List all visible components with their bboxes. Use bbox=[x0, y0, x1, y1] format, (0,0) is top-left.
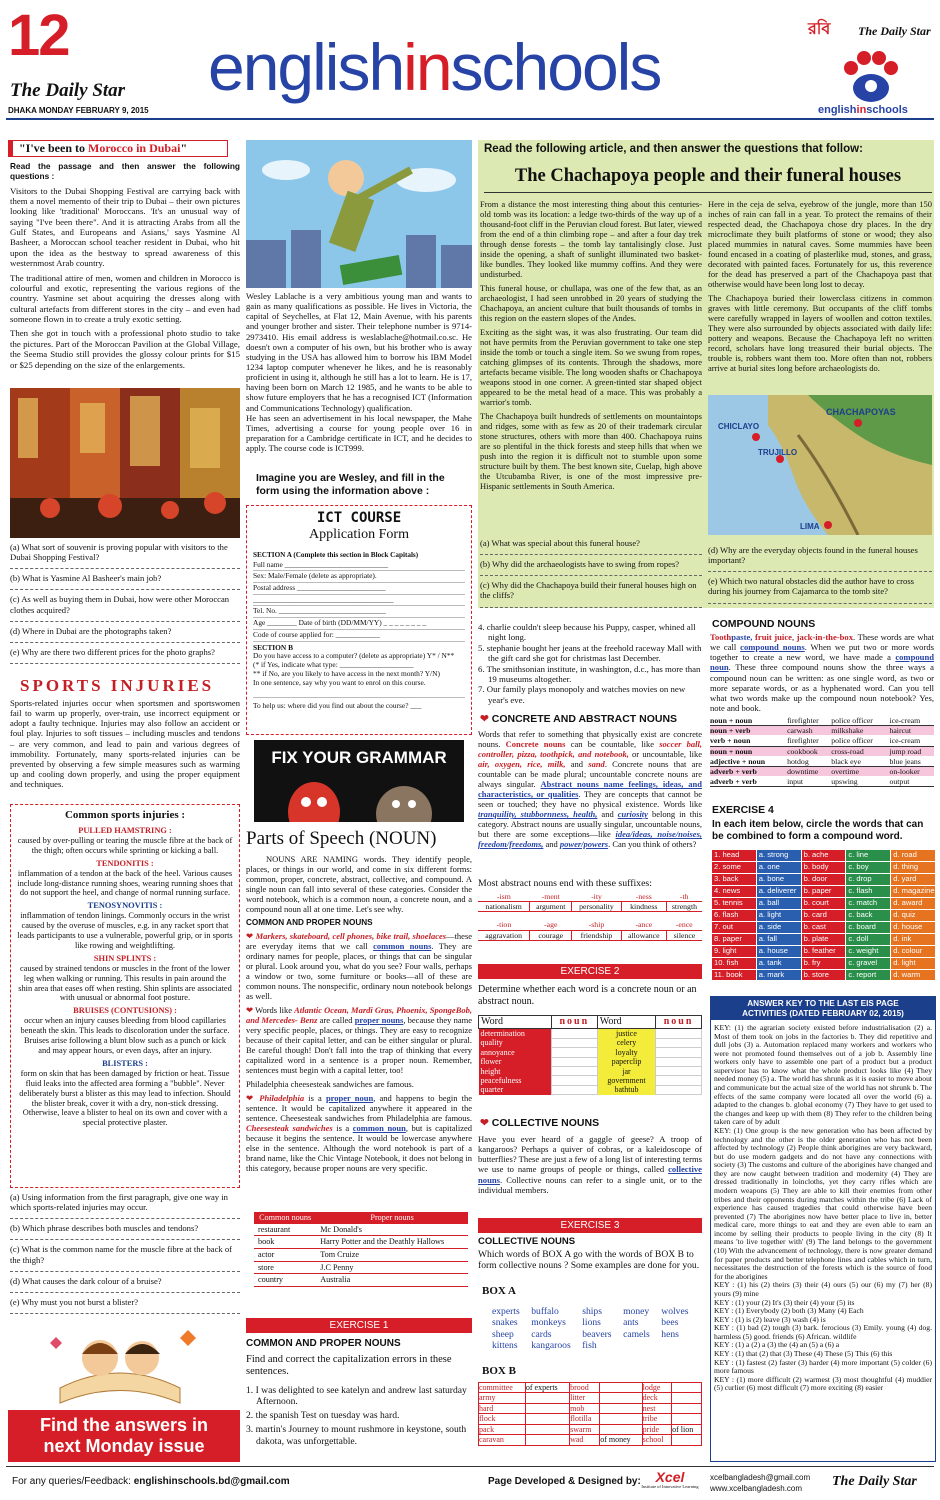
chachapoya-questions-right bbox=[708, 545, 932, 608]
sports-questions bbox=[10, 1192, 240, 1318]
exercise-4-row bbox=[712, 874, 936, 885]
compound-para: Toothpaste, fruit juice, jack-in-the-box. These words are what we call compound nouns. When we put two or more words together to create a new word, we have made a compound noun. These three compound nouns show the three ways a compound noun can be written: as one single word, as two or more separate words, or as a hyphenated word. Can you tell what two words make up the compound noun notebook? Yes, note and book. bbox=[710, 632, 935, 713]
dubai-para-2: The traditional attire of men, women and children in Morocco is colourful and exotic, representing the various regions of the country. Yasmine set about acquiring the dresses along with cultural artefacts from different stores in the city – and even had someone flown in to create a truly exotic setting. bbox=[10, 272, 240, 325]
form-b-line: (* if Yes, indicate what type: ____________________ bbox=[253, 660, 414, 670]
table-header: Common nouns bbox=[259, 1213, 312, 1222]
grammar-example: Philadelphia cheesesteak sandwiches are famous. bbox=[246, 1078, 414, 1089]
dubai-instructions: Read the passage and then answer the following questions : bbox=[10, 161, 240, 181]
exercise-item: 5. stephanie bought her jeans at the freehold raceway Mall with the gift card she got for christmas last December. bbox=[478, 642, 702, 664]
peru-map bbox=[708, 395, 932, 535]
xcel-email[interactable]: xcelbangladesh@gmail.com bbox=[710, 1473, 811, 1482]
wesley-cartoon bbox=[246, 140, 472, 288]
exercise-item: 2. the spanish Test on tuesday was hard. bbox=[246, 1410, 400, 1422]
exercise-4-cell[interactable]: 7. out bbox=[712, 922, 756, 933]
xcel-website[interactable]: www.xcelbangladesh.com bbox=[710, 1484, 803, 1493]
exercise-4-cell[interactable]: 1. head bbox=[712, 850, 756, 861]
exercise-4-cell[interactable]: 11. book bbox=[712, 970, 756, 981]
answer-key: KEY : (1) that (2) that (3) These (4) These (5) This (6) this bbox=[714, 1348, 893, 1358]
wesley-para-2: He has seen an advertisement in his local newspaper, the Mahe Times, advertising a course for young people over 16 in preparation for a Cambridge certificate in ICT, and he decides to apply. The course code is ICT999. bbox=[246, 412, 472, 454]
chachapoya-para: Exciting as the sight was, it was also frustrating. Our team did not have permits from the Peruvian government to take one step inside the tomb or touch a single item. So we swung from ropes, catching glimpses of its contents. Through the shadows, more artefacts became visible. The long wooden shafts or Chachapoya weapons stood in one corner. A green-tinted star shaped object appeared to be the metal head of a mace. This was probably a warrior's tomb. bbox=[480, 327, 702, 408]
exercise-2-instructions: Determine whether each word is a concrete noun or an abstract noun. bbox=[478, 984, 697, 1007]
table-cell: Harry Potter and the Deathly Hallows bbox=[320, 1237, 445, 1247]
form-line[interactable]: ______________________________________ bbox=[253, 595, 465, 607]
form-line[interactable]: Sex: Male/Female (delete as appropriate). bbox=[253, 571, 465, 583]
injury-name: TENOSYNOVITIS : bbox=[87, 901, 163, 911]
exercise-1-heading: COMMON AND PROPER NOUNS bbox=[246, 1338, 401, 1349]
grammar-para-1: NOUNS ARE NAMING words. They identify people, places, or things in our world, and come in six different forms: common, proper, concrete, abstract, collective, and compound. A single noun can fall into several of these categories. Consider the word notebook, which is a common noun, a concrete noun, and a compound noun all at one time. Let's see why. bbox=[246, 854, 472, 915]
injury-desc: form on skin that has been damaged by friction or heat. Tissue fluid leaks into the affected area forming a "bubble". Never deliberately burst a blister as this may lead to infection. Should the blister break, cover it with a dry, non-stick dressing. Otherwise, leave a blister to heal on its own and cover with a special protective plaster. bbox=[19, 1068, 231, 1128]
answer-key: KEY : (1) your (2) It's (3) their (4) your (5) its bbox=[714, 1297, 855, 1307]
wesley-prompt: Imagine you are Wesley, and fill in the form using the information above : bbox=[256, 472, 445, 497]
fix-grammar-banner bbox=[254, 740, 464, 822]
collective-heading: ❤ COLLECTIVE NOUNS bbox=[480, 1117, 600, 1129]
table-cell: Australia bbox=[320, 1275, 351, 1285]
dubai-question: (a) What sort of souvenir is proving popular with visitors to the Dubai Shopping Festival? bbox=[10, 542, 240, 569]
exercise-4-cell[interactable]: 4. news bbox=[712, 886, 756, 897]
parts-of-speech-title: Parts of Speech (NOUN) bbox=[246, 828, 437, 849]
form-b-line: In one sentence, say why you want to enrol on this course. bbox=[253, 679, 465, 699]
dateline: DHAKA MONDAY FEBRUARY 9, 2015 bbox=[8, 106, 149, 115]
exercise-1-continued bbox=[478, 622, 702, 705]
collective-para: Have you ever heard of a gaggle of geese? A troop of kangaroos? Perhaps a quiver of cobras, or a kaleidoscope of butterflies? These are just a few of a long list of interesting terms we use to name groups of people or things, called collective nouns. Collective nouns can refer to a single unit, or to the individual members. bbox=[478, 1134, 702, 1195]
exercise-4-instructions: In each item below, circle the words that can be combined to form a compound word. bbox=[712, 819, 924, 842]
chachapoya-para: This funeral house, or chullapa, was one of the few that, as an archaeologist, I had seen unrobbed in 20 years of studying the Chachapoya, an ancient culture that built thousands of tombs in this region on the eastern slopes of the Andes. bbox=[480, 283, 702, 324]
chachapoya-question: (b) Why did the archaeologists have to swing from ropes? bbox=[480, 559, 702, 576]
fix-grammar-label: FIX YOUR GRAMMAR bbox=[271, 748, 447, 767]
exercise-4-cell[interactable]: a. ball bbox=[757, 898, 801, 909]
exercise-4-cell[interactable]: c. flash bbox=[846, 886, 890, 897]
exercise-4-cell[interactable]: 6. flash bbox=[712, 910, 756, 921]
table-cell: J.C Penny bbox=[320, 1262, 354, 1272]
dubai-question: (b) What is Yasmine Al Basheer's main job? bbox=[10, 573, 240, 590]
moroccan-market-photo bbox=[10, 388, 240, 538]
title-english: english bbox=[208, 30, 404, 104]
exercise-4-cell[interactable]: b. door bbox=[802, 874, 846, 885]
answer-key: KEY : (1) bad (2) tough (3) bark. ferocious (3) Emily. young (4) dog. harmless (5) good. friends (6) African. wildlife bbox=[714, 1323, 932, 1341]
exercise-4-cell[interactable]: d. ink bbox=[891, 934, 935, 945]
table-cell: store bbox=[258, 1262, 274, 1272]
form-line[interactable]: Full name ____________________________ bbox=[253, 560, 465, 572]
form-b-line: Do you have access to a computer? (delete as appropriate) Y* / N** bbox=[253, 651, 455, 661]
form-line[interactable]: Code of course applied for: ____________ bbox=[253, 630, 465, 642]
feedback-email[interactable]: englishinschools.bd@gmail.com bbox=[133, 1476, 290, 1487]
dubai-question: (c) As well as buying them in Dubai, how were other Moroccan clothes acquired? bbox=[10, 594, 240, 621]
sports-question: (c) What is the common name for the muscle fibre at the back of the thigh? bbox=[10, 1244, 240, 1271]
suffix-table: -ism -ment -ity -ness -th nationalism argument personality kindness strength -tion -age -ship -ance -ence aggravation courage friendship allowance silence bbox=[478, 892, 702, 941]
form-section-b: SECTION B bbox=[253, 642, 294, 652]
footer-developed: Page Developed & Designed by: bbox=[488, 1476, 641, 1487]
dubai-para-3: Then she got in touch with a professional photo studio to take the pictures. Part of the Moroccan Pavilion at the Global Village, the Seema Studio still provides the glossy colour prints for $15 or $25 depending on the size of the enlargements. bbox=[10, 328, 240, 370]
chachapoya-instructions: Read the following article, and then answer the questions that follow: bbox=[484, 143, 863, 155]
table-header: Proper nouns bbox=[370, 1213, 414, 1222]
wesley-para-1: Wesley Lablache is a very ambitious young man and wants to gain as many qualifications as possible. He lives in Victoria, the capital of Seychelles, at Flat 12, Main Avenue, with his parents and younger brother and sister. Their telephone number is 9714-2973410. His email address is weslablache@hotmail.co.sc. He doesn't own a computer of his own, but his brother who is away studying in the USA has allowed him to borrow his IBM Model 1234 laptop computer whenever he likes, and he is reasonably proficient in using it, although he still has a lot to learn. He is 17, having been born on March 12 1985, and he wants to be able to show future employers that he has a recognised ICT (Information and Communications Technology) qualification. bbox=[246, 291, 472, 413]
exercise-4-cell[interactable]: d. yard bbox=[891, 874, 935, 885]
exercise-4-cell[interactable]: d. colour bbox=[891, 946, 935, 957]
exercise-4-cell[interactable]: d. light bbox=[891, 958, 935, 969]
exercise-4-cell[interactable]: a. house bbox=[757, 946, 801, 957]
exercise-4-cell[interactable]: b. cast bbox=[802, 922, 846, 933]
answer-text: KEY: (1) One group is the new generation who has been affected by technology and the other is the older generation who has not been affected by technology (2) People think aborigines are very backward, but do use modern gadgets and do not have any connections with society (3) The customs and culture of the aborigines have changed and they are now caught between tradition and modernity (4) They are dressed traditionally in loincloths, yet they carry rifles which are modern weapons (5) They are able to kill their enemies from other tribes and their opponents during matches within the tribe (6) Lack of experience has caused tragedies that could otherwise have been prevented (7) The aborigines now have better place to live in, better medical care, more things to eat and they are even able to earn an income by selling their products to people living in the city (8) It means 'to live together with' (9) The land belongs to the government (10) With the advancement of technology, there is now greater demand for paper products and better telephone lines and cables which in turn, necessitates the destruction of the forests which is the source of food for the aborigines bbox=[714, 1125, 932, 1281]
application-form bbox=[246, 505, 472, 735]
exercise-4-cell[interactable]: 10. fish bbox=[712, 958, 756, 969]
puppets-icon bbox=[254, 772, 464, 822]
table-cell: restaurant bbox=[258, 1224, 291, 1234]
injury-name: PULLED HAMSTRING : bbox=[78, 825, 172, 835]
masthead-title bbox=[208, 32, 660, 102]
grammar-heading-common-proper: COMMON AND PROPER NOUNS bbox=[246, 918, 373, 928]
sports-question: (b) Which phrase describes both muscles and tendons? bbox=[10, 1223, 240, 1240]
exercise-4-cell[interactable]: 9. light bbox=[712, 946, 756, 957]
exercise-4-heading: EXERCISE 4 bbox=[712, 804, 774, 816]
chachapoya-para: From a distance the most interesting thing about this centuries-old tomb was its location: a ledge two-thirds of the way up of a thousand-foot cliff in the Peruvian cloud forest. But later, viewed from the end of a thin climbing rope – and after a four day trek through dense forests – the tomb lay tantalisingly close. Just inside the opening, a shaft of sunlight illuminated two basket-like bundles. They looked like mummy coffins. And they were undisturbed. bbox=[480, 199, 702, 280]
exercise-4-cell[interactable]: d. road bbox=[891, 850, 935, 861]
exercise-3-banner: EXERCISE 3 bbox=[478, 1218, 702, 1233]
chachapoya-para: The Chachapoya built hundreds of settlements on mountaintops and ridges, some with as few as 20 of their trademark circular stone structures, others with more than 400. Chachapoya ruins are so plentiful in the thick forests and steep hills that when we push into the region it is difficult not to stumble upon some structure built by them. The best known site, Cuelap, high above the Utcubamba River, is one of the most impressive pre-Hispanic settlements in South America. bbox=[480, 411, 702, 492]
exercise-4-cell[interactable]: 2. some bbox=[712, 862, 756, 873]
exercise-4-cell[interactable]: 5. tennis bbox=[712, 898, 756, 909]
daily-star-masthead: The Daily Star bbox=[10, 80, 126, 101]
find-answers-banner: Find the answers in next Monday issue bbox=[8, 1410, 240, 1462]
map-label: LIMA bbox=[800, 522, 820, 531]
exercise-4-cell[interactable]: a. light bbox=[757, 910, 801, 921]
box-b-heading: BOX B bbox=[482, 1365, 516, 1377]
exercise-4-cell[interactable]: 3. back bbox=[712, 874, 756, 885]
exercise-3-instructions: Which words of BOX A go with the words of BOX B to form collective nouns ? Some examples are done for you. bbox=[478, 1249, 700, 1272]
injury-desc: caused by over-pulling or tearing the muscle fibre at the back of the thigh; often occurs while sprinting or kicking a ball. bbox=[17, 835, 233, 855]
injury-name: BRUISES (CONTUSIONS) : bbox=[73, 1006, 177, 1016]
robi-logo: রবি bbox=[808, 19, 831, 38]
answer-key: KEY : (1) more difficult (2) warmest (3) most thoughtful (4) muddier (5) curlier (6) most difficult (7) more exciting (8) easier bbox=[714, 1374, 932, 1393]
exercise-4-cell[interactable]: b. court bbox=[802, 898, 846, 909]
exercise-4-cell[interactable]: c. board bbox=[846, 922, 890, 933]
exercise-4-cell[interactable]: b. store bbox=[802, 970, 846, 981]
exercise-4-cell[interactable]: c. drop bbox=[846, 874, 890, 885]
footer-feedback: For any queries/Feedback: englishinschools.bd@gmail.com bbox=[12, 1476, 290, 1487]
exercise-4-cell[interactable]: a. mark bbox=[757, 970, 801, 981]
sports-intro: Sports-related injuries occur when sportsmen and sportswomen fail to warm up properly, over-train, use incorrect equipment or adopt a faulty technique. Injuries may also follow an accident or foul play. Injuries to soft tissues – including muscles and tendons – are very common, and lead to pain and various degrees of immobility. Fortunately, many sports-related injuries can be prevented by observing a few simple measures such as warming up and cooling down properly, and using the proper equipment and techniques. bbox=[10, 698, 240, 790]
exercise-4-cell[interactable]: a. tank bbox=[757, 958, 801, 969]
exercise-4-cell[interactable]: a. bone bbox=[757, 874, 801, 885]
exercise-4-cell[interactable]: 8. paper bbox=[712, 934, 756, 945]
form-section-a: SECTION A (Complete this section in Block Capitals) bbox=[253, 551, 419, 560]
chachapoya-questions-left bbox=[480, 538, 702, 612]
exercise-4-cell[interactable]: d. warm bbox=[891, 970, 935, 981]
exercise-4-cell[interactable]: c. doll bbox=[846, 934, 890, 945]
exercise-4-row bbox=[712, 958, 936, 969]
chachapoya-question: (a) What was special about this funeral house? bbox=[480, 538, 702, 555]
dubai-para-1: Visitors to the Dubai Shopping Festival are carrying back with them a novel memento of their trip to Dubai – their own pictures looking like 'traditional' Moroccans. 'It's an unusual way of saying "I've been there". And it is attracting Arabs from all the Gulf States, and Europeans and Asians,' says Yasmine Al Basheer, a Moroccan school teacher resident in Dubai, who hit upon the idea as the bestway to spread awareness of this westernmost Arab country. bbox=[10, 185, 240, 269]
exercise-4-row bbox=[712, 862, 936, 873]
exercise-2-banner: EXERCISE 2 bbox=[478, 964, 702, 979]
grammar-body bbox=[246, 854, 472, 1177]
exercise-item: 7. Our family plays monopoly and watches movies on new year's eve. bbox=[478, 684, 686, 705]
dubai-title-box: "I've been to Morocco in Dubai" bbox=[8, 140, 228, 157]
daily-star-small: The Daily Star bbox=[858, 24, 931, 38]
exercise-4-cell[interactable]: d. quiz bbox=[891, 910, 935, 921]
answer-key: KEY : (1) is (2) leave (3) wash (4) is bbox=[714, 1314, 826, 1324]
exercise-4-cell[interactable]: d. house bbox=[891, 922, 935, 933]
exercise-4-cell[interactable]: c. report bbox=[846, 970, 890, 981]
exercise-4-cell[interactable]: b. fry bbox=[802, 958, 846, 969]
exercise-4-cell[interactable]: b. paper bbox=[802, 886, 846, 897]
exercise-4-cell[interactable]: c. back bbox=[846, 910, 890, 921]
xcel-logo: Xcel Institute of Innovative Learning bbox=[641, 1469, 699, 1489]
exercise-4-row bbox=[712, 922, 936, 933]
exercise-4-grid bbox=[712, 850, 936, 981]
footer-daily-star: The Daily Star bbox=[832, 1474, 917, 1489]
chachapoya-title: The Chachapoya people and their funeral houses bbox=[484, 166, 932, 193]
form-line[interactable]: Age ________ Date of birth (DD/MM/YY) _ _ _ _ _ _ _ _ bbox=[253, 618, 465, 630]
exercise-4-cell[interactable]: c. gravel bbox=[846, 958, 890, 969]
common-injuries-heading: Common sports injuries : bbox=[64, 809, 186, 821]
form-line[interactable]: Postal address ________________________ bbox=[253, 583, 465, 595]
eis-logo-icon bbox=[836, 50, 906, 105]
header-rule bbox=[6, 118, 934, 120]
dubai-questions bbox=[10, 542, 240, 668]
box-b-table: committee of experts brood lodge army litter deck hard mob nest flock flotilla tribe pack swarm pride of lion caravan wad of money school bbox=[478, 1382, 702, 1446]
exercise-item: 3. martin's Journey to mount rushmore in keystone, south dakota, was unforgettable. bbox=[246, 1424, 467, 1447]
exercise-4-cell[interactable]: a. fall bbox=[757, 934, 801, 945]
exercise-3-heading: COLLECTIVE NOUNS bbox=[478, 1236, 576, 1247]
exercise-4-cell[interactable]: d. award bbox=[891, 898, 935, 909]
box-a-heading: BOX A bbox=[482, 1285, 516, 1297]
form-line[interactable]: Tel. No. _____________________________ bbox=[253, 606, 465, 618]
exercise-1-banner: EXERCISE 1 bbox=[246, 1318, 472, 1333]
suffix-heading: Most abstract nouns end with these suffixes: bbox=[478, 878, 652, 889]
dubai-question: (d) Where in Dubai are the photographs taken? bbox=[10, 626, 240, 643]
exercise-4-row bbox=[712, 898, 936, 909]
answer-key-header: ANSWER KEY TO THE LAST EIS PAGE ACTIVITIES (DATED FEBRUARY 02, 2015) bbox=[711, 997, 935, 1020]
chachapoya-para: The Chachapoya buried their lowerclass citizens in common graves with little ceremony. But occupants of the cliff tombs were carefully wrapped in layers of woollen and cotton textiles. They were also surrounded by objects associated with daily life: pottery and weapons. Because the Chachapoya left no written record, scholars have long treasured their burial objects. The trouble is, robbers want them too. More often than not, robbers arrive at burial sites long before archaeologists do. bbox=[708, 293, 932, 374]
exercise-4-cell[interactable]: b. body bbox=[802, 862, 846, 873]
exercise-4-row bbox=[712, 910, 936, 921]
table-cell: Tom Cruize bbox=[320, 1250, 359, 1260]
injury-name: SHIN SPLINTS : bbox=[93, 953, 157, 963]
table-cell: Mc Donald's bbox=[320, 1224, 362, 1234]
grammar-para-3: ❤ Words like Atlantic Ocean, Mardi Gras, Phoenix, SpongeBob, and Mercedes- Benz are called proper nouns, because they name very specific people, places, or things. They are easy to recognize because of their capital letter, and can be either singular or plural. Be careful though! Don't fall into the trap of thinking that every capitalized word in a sentence is a proper noun. Remember, sentences must begin with a capital letter, too! bbox=[246, 1004, 472, 1075]
exercise-4-cell[interactable]: a. strong bbox=[757, 850, 801, 861]
map-label: CHICLAYO bbox=[718, 422, 760, 431]
injury-desc: occur when an injury causes bleeding from blood capillaries beneath the skin. This leads to discoloration under the surface. Bruises arise following a blunt blow such as a punch or kick and may appear hours, or even days, after an injury. bbox=[20, 1016, 230, 1055]
grammar-para-2: ❤ Markers, skateboard, cell phones, bike trail, shoelaces—these are everyday items that we call common nouns. They are ordinary names for people, places, or things that can be singular or plural. Look around you, what do you see? Four walls, perhaps a window or two, some furniture or books—all of these are common nouns. The nonspecific, ordinary noun notebook belongs as well. bbox=[246, 930, 473, 1001]
exercise-item: 4. charlie couldn't sleep because his Puppy, casper, whined all night long. bbox=[478, 622, 696, 643]
chachapoya-para: Here in the ceja de selva, eyebrow of the jungle, more than 150 inches of rain can fall in a year. To protect the remains of their respected dead, the Chachapoya chose dry places. In the dry microclimate they built platforms of stone or wood; they also placed mummies in natural caves. Some mummies have been found encased in a coating of plasterlike mud, stones, and grass, decorated with painted faces. Fortunately for us, this reverence for the dead has preserved a part of the Chachapoya past that otherwise would have been long lost to decay. bbox=[708, 199, 932, 290]
eis-logo-text: englishinschools bbox=[818, 104, 908, 116]
injury-name: BLISTERS : bbox=[102, 1058, 148, 1068]
exercise-4-cell[interactable]: c. weight bbox=[846, 946, 890, 957]
exercise-4-cell[interactable]: a. one bbox=[757, 862, 801, 873]
title-schools: schools bbox=[450, 30, 661, 104]
table-cell: book bbox=[258, 1237, 275, 1247]
page-number: 12 bbox=[8, 3, 69, 68]
compound-heading: COMPOUND NOUNS bbox=[712, 618, 816, 630]
exercise-4-cell[interactable]: c. boy bbox=[846, 862, 890, 873]
form-b-line: To help us: where did you find out about the course? ___ bbox=[253, 701, 422, 711]
grammar-para-5: ❤ Philadelphia is a proper noun, and happens to begin the sentence. It would be capitalized anywhere it appeared in the sentence. Cheesesteak sandwiches from Philadelphia are famous. Cheesesteak sandwiches is a common noun, but is capitalized because it begins the sentence. It would be lowercase anywhere else in the sentence. Although the word notebook is part of a brand name, like the Chic Vintage Notebook, it does not belong in this category, because proper nouns are very specific. bbox=[246, 1093, 472, 1174]
exercise-4-cell[interactable]: a. deliverer bbox=[757, 886, 801, 897]
exercise-item: 1. I was delighted to see katelyn and andrew last saturday Afternoon. bbox=[246, 1384, 467, 1407]
exercise-4-row bbox=[712, 934, 936, 945]
answer-text: KEY: (1) the agrarian society existed before industrialisation (2) a. Most of them took on jobs in the factories b. They did repetitive and dull jobs (3) a. Automation replaced many workers and workers who were not promoted found themselves out of a job b. Assembly line workers only have to assemble one part of a product but a product supervisor has to know what the whole product looks like (4) They needed money (5) a. The world has shrunk as it is easier to move about and communicate but the actual size of the world has not shrunk b. The effects of the same company were located all over the world (6) a. adapted to the changes b. global economy (7) They have to get used to the changes and keep up with them (8) They refer to the children being taken care of by adult bbox=[714, 1023, 932, 1127]
dubai-question: (e) Why are there two different prices for the photo graphs? bbox=[10, 647, 240, 664]
chachapoya-col-2 bbox=[708, 199, 932, 377]
exercise-2-table: Word noun Word noun determination justice quality celery annoyance loyalty flower paperclip height jar peacefulness government quarter bathtub bbox=[478, 1015, 702, 1095]
exercise-4-cell[interactable]: b. plate bbox=[802, 934, 846, 945]
footer-rule bbox=[6, 1466, 934, 1467]
box-a: experts buffalo ships money wolves snakes monkeys lions ants bees sheep cards beavers camels hens kittens kangaroos fish bbox=[492, 1306, 689, 1351]
kids-reading-illustration bbox=[30, 1318, 210, 1408]
concrete-abstract-heading: ❤ CONCRETE AND ABSTRACT NOUNS bbox=[480, 713, 678, 725]
chachapoya-question: (d) Why are the everyday objects found in the funeral houses important? bbox=[708, 545, 932, 572]
injury-name: TENDONITIS : bbox=[96, 858, 154, 868]
exercise-4-row bbox=[712, 850, 936, 861]
common-injuries-box bbox=[10, 804, 240, 1188]
answer-key: KEY : (1) fastest (2) faster (3) harder (4) more important (5) colder (6) more famous bbox=[714, 1357, 932, 1376]
exercise-4-cell[interactable]: b. ache bbox=[802, 850, 846, 861]
concrete-abstract-para: Words that refer to something that physically exist are concrete nouns. Concrete nouns can be countable, like soccer ball, controller, pizza, toothpick, and notebook, or uncountable, like air, oxygen, rice, milk, and sand. Concrete nouns that are countable can be made plural; uncountable concrete nouns are always singular. Abstract nouns name feelings, ideas, and characteristics, or qualities. They are concepts that cannot be seen or touched; they have no physical existence. Words like tranquility, stubbornness, health, and curiosity belong in this category. Abstract nouns are usually singular, uncountable nouns, but there are some exceptions—like idea/ideas, noise/noises, freedom/freedoms, and power/powers. Can you think of others? bbox=[478, 729, 703, 850]
sports-title: SPORTS INJURIES bbox=[20, 676, 215, 695]
exercise-4-row bbox=[712, 886, 936, 897]
exercise-4-cell[interactable]: c. match bbox=[846, 898, 890, 909]
exercise-item: 6. The smithsonian institute, in washington, d.c., has more than 19 museums altogether. bbox=[478, 663, 701, 684]
common-proper-table bbox=[254, 1212, 468, 1287]
answer-key-body bbox=[714, 1024, 932, 1393]
form-title: ICT COURSE bbox=[316, 510, 402, 526]
exercise-4-cell[interactable]: b. feather bbox=[802, 946, 846, 957]
dubai-article bbox=[10, 162, 240, 374]
table-cell: actor bbox=[258, 1250, 275, 1260]
map-label: CHACHAPOYAS bbox=[826, 407, 896, 417]
chachapoya-col-1 bbox=[480, 199, 702, 495]
answer-key: KEY : (1) his (2) theirs (3) their (4) ours (5) our (6) my (7) her (8) yours (9) mine bbox=[714, 1280, 932, 1298]
table-cell: country bbox=[258, 1275, 284, 1285]
exercise-4-cell[interactable]: c. line bbox=[846, 850, 890, 861]
form-b-line: ** if No, are you likely to have access in the next month? Y/N) bbox=[253, 668, 440, 678]
title-in: in bbox=[403, 30, 451, 104]
exercise-4-row bbox=[712, 946, 936, 957]
chachapoya-question: (c) Why did the Chachapoya build their funeral houses high on the cliffs? bbox=[480, 580, 702, 607]
chachapoya-question: (e) Which two natural obstacles did the author have to cross during his journey from Cajamarca to the tomb site? bbox=[708, 576, 932, 603]
footer-contacts bbox=[710, 1472, 810, 1494]
wesley-text bbox=[246, 291, 472, 457]
sports-question: (e) Why must you not burst a blister? bbox=[10, 1297, 240, 1314]
sports-question: (a) Using information from the first paragraph, give one way in which sports-related injuries may occur. bbox=[10, 1192, 240, 1219]
exercise-1-body bbox=[246, 1338, 472, 1447]
injury-desc: inflammation of tendon linings. Commonly occurs in the wrist caused by the overuse of muscles, e.g. in any racket sport that leads participants to use a vulnerable, powerful grip, or in sports like rowing and weightlifting. bbox=[17, 911, 233, 950]
sports-question: (d) What causes the dark colour of a bruise? bbox=[10, 1276, 240, 1293]
map-label: TRUJILLO bbox=[758, 448, 798, 457]
compound-table: noun + noun firefighter police officer ice-cream noun + verb carwash milkshake haircut verb + noun firefighter police officer ice-cream noun + noun cookbook cross-road jump road adjective + noun hotdog black eye blue jeans adverb + verb downtime overtime on-looker adverb + verb input upswing output bbox=[710, 716, 934, 787]
exercise-4-row bbox=[712, 970, 936, 981]
form-subtitle: Application Form bbox=[309, 526, 409, 542]
injury-desc: caused by strained tendons or muscles in the front of the lower leg when walking or running. This results in pain around the shin area that eases off when resting. Shin splints are associated with unusual or abnormal foot posture. bbox=[18, 963, 232, 1003]
exercise-4-cell[interactable]: a. side bbox=[757, 922, 801, 933]
answer-key: KEY : (1) Everybody (2) both (3) Many (4) Each bbox=[714, 1306, 864, 1316]
answer-key: KEY : (1) a (2) a (3) the (4) an (5) a (6) a bbox=[714, 1340, 840, 1350]
exercise-4-cell[interactable]: b. card bbox=[802, 910, 846, 921]
exercise-4-cell[interactable]: d. magazine bbox=[893, 885, 935, 895]
exercise-1-instructions: Find and correct the capitalization errors in these sentences. bbox=[246, 1353, 452, 1378]
exercise-4-cell[interactable]: d. thing bbox=[891, 862, 935, 873]
injury-desc: inflammation of a tendon at the back of the heel. Various causes include long-distance running shoes, wearing running shoes that do not support the heel, and change of normal running surface. bbox=[17, 868, 233, 898]
